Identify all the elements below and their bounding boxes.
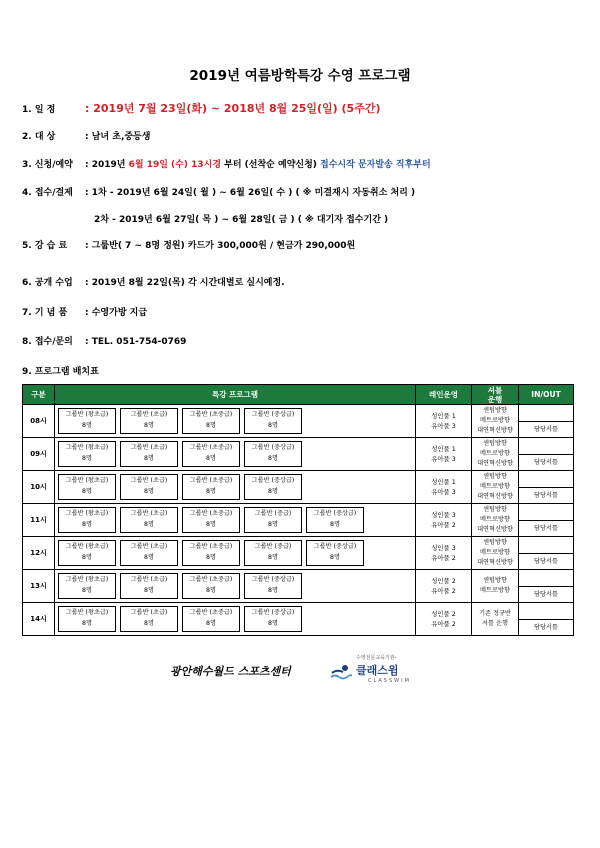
- group-name: 그룹반 (초중급): [189, 576, 233, 583]
- group-capacity: 8명: [144, 488, 154, 495]
- group-class-box: [244, 573, 302, 599]
- group-class-box: [120, 606, 178, 632]
- item-label: 3. 신청/예약: [22, 160, 73, 170]
- bus-line: 대연혁신방향: [477, 460, 513, 467]
- lane-line: 유아풀 3: [431, 422, 456, 430]
- group-class-box: [244, 441, 302, 467]
- item-value: : 남녀 초,중등생: [85, 132, 151, 142]
- group-name: 그룹반 (왕초급): [65, 411, 109, 418]
- lane-cell: [416, 603, 472, 636]
- group-capacity: 8명: [82, 587, 92, 594]
- group-class-box: [244, 507, 302, 533]
- group-name: 그룹반 (중상급): [251, 609, 295, 616]
- program-cell: [55, 438, 416, 471]
- group-name: 그룹반 (중상급): [251, 576, 295, 583]
- io-label: 담당서틀: [534, 458, 558, 466]
- group-capacity: 8명: [268, 521, 278, 528]
- item-gift: [22, 305, 147, 318]
- group-class-box: [182, 507, 240, 533]
- group-class-box: [58, 573, 116, 599]
- group-class-box: [58, 474, 116, 500]
- bus-line: 센텀방향: [483, 440, 507, 447]
- lane-line: 성인풀 1: [431, 445, 456, 453]
- bus-cell: [472, 537, 519, 570]
- group-capacity: 8명: [206, 422, 216, 429]
- item-value: : 2019년 7월 23일(화) ~ 2018년 8월 25일(일) (5주간): [85, 102, 381, 115]
- item-pay1: [22, 185, 415, 198]
- group-class-box: [244, 606, 302, 632]
- group-class-box: [182, 540, 240, 566]
- lane-line: 유아풀 2: [431, 554, 456, 562]
- io-cell: [519, 438, 574, 471]
- item-period: [22, 100, 380, 116]
- lane-line: 성인풀 3: [431, 544, 456, 552]
- io-cell: [519, 504, 574, 537]
- item-value: 2차 - 2019년 6월 27일( 목 ) ~ 6월 28일( 금 ) ( ※ 대기자 접수기간 ): [94, 215, 389, 225]
- group-name: 그룹반 (초급): [130, 543, 168, 550]
- bus-line: 기존 정규반: [479, 610, 511, 617]
- bus-line: 대연혁신방향: [477, 526, 513, 533]
- group-name: 그룹반 (왕초급): [65, 576, 109, 583]
- item-value: : TEL. 051-754-0769: [85, 337, 187, 347]
- time-cell: 13시: [23, 570, 55, 603]
- header-program: 특강 프로그램: [55, 385, 416, 405]
- bus-line: 대연혁신방향: [477, 559, 513, 566]
- bus-line: 센텀방향: [483, 407, 507, 414]
- io-cell: [519, 570, 574, 603]
- lane-cell: [416, 405, 472, 438]
- group-capacity: 8명: [268, 488, 278, 495]
- group-name: 그룹반 (초중급): [189, 543, 233, 550]
- io-label: 담당서틀: [534, 590, 558, 598]
- group-name: 그룹반 (왕초급): [65, 444, 109, 451]
- io-cell: [519, 537, 574, 570]
- io-blank: [519, 406, 573, 422]
- group-capacity: 8명: [82, 455, 92, 462]
- time-cell: 09시: [23, 438, 55, 471]
- group-capacity: 8명: [82, 488, 92, 495]
- group-class-box: [58, 606, 116, 632]
- group-name: 그룹반 (중상급): [251, 411, 295, 418]
- group-name: 그룹반 (초급): [130, 576, 168, 583]
- lane-line: 성인풀 1: [431, 478, 456, 486]
- logo-tagline: 수영전문교육기관-: [356, 655, 397, 661]
- apply-part: : 2019년: [85, 160, 129, 170]
- program-cell: [55, 537, 416, 570]
- group-class-box: [58, 441, 116, 467]
- item-label: 6. 공개 수업: [22, 278, 73, 288]
- group-name: 그룹반 (초급): [130, 444, 168, 451]
- group-name: 그룹반 (중상급): [251, 444, 295, 451]
- group-name: 그룹반 (중상급): [313, 543, 357, 550]
- io-blank: [519, 505, 573, 521]
- program-cell: [55, 471, 416, 504]
- bus-cell: [472, 471, 519, 504]
- group-capacity: 8명: [144, 587, 154, 594]
- lane-cell: [416, 438, 472, 471]
- bus-line: 대연혁신방향: [477, 427, 513, 434]
- schedule-table: [22, 384, 574, 636]
- group-capacity: 8명: [82, 521, 92, 528]
- group-name: 그룹반 (중급): [254, 510, 292, 517]
- group-capacity: 8명: [144, 455, 154, 462]
- group-class-box: [182, 474, 240, 500]
- bus-cell: [472, 405, 519, 438]
- group-class-box: [306, 507, 364, 533]
- group-class-box: [182, 441, 240, 467]
- group-class-box: [120, 408, 178, 434]
- group-capacity: 8명: [206, 620, 216, 627]
- schedule-body: [23, 405, 574, 636]
- bus-cell: [472, 570, 519, 603]
- group-capacity: 8명: [206, 521, 216, 528]
- group-capacity: 8명: [268, 554, 278, 561]
- group-capacity: 8명: [82, 554, 92, 561]
- lane-cell: [416, 471, 472, 504]
- lane-line: 유아풀 3: [431, 488, 456, 496]
- io-label: 담당서틀: [534, 557, 558, 565]
- group-name: 그룹반 (왕초급): [65, 543, 109, 550]
- io-label: 담당서틀: [534, 623, 558, 631]
- bus-line: 센텀방향: [483, 577, 507, 584]
- lane-line: 유아풀 2: [431, 521, 456, 529]
- bus-line: 셔틀 운행: [482, 620, 508, 627]
- time-cell: 10시: [23, 471, 55, 504]
- time-cell: 11시: [23, 504, 55, 537]
- lane-line: 유아풀 3: [431, 455, 456, 463]
- page-title: 2019년 여름방학특강 수영 프로그램: [189, 68, 411, 84]
- apply-part: 부터 (선착순 예약신청): [221, 160, 321, 170]
- table-header-row: [23, 385, 574, 405]
- lane-line: 성인풀 3: [431, 511, 456, 519]
- classwim-logo: [330, 654, 440, 688]
- item-label: 1. 일 정: [22, 105, 56, 115]
- group-name: 그룹반 (왕초급): [65, 609, 109, 616]
- group-capacity: 8명: [144, 422, 154, 429]
- bus-line: 메트로방향: [480, 450, 510, 457]
- bus-line: 메트로방향: [480, 483, 510, 490]
- io-label: 담당서틀: [534, 524, 558, 532]
- group-capacity: 8명: [330, 521, 340, 528]
- group-name: 그룹반 (초급): [130, 477, 168, 484]
- bus-line: 센텀방향: [483, 506, 507, 513]
- group-class-box: [120, 573, 178, 599]
- io-blank: [519, 439, 573, 455]
- item-value: : 2019년 8월 22일(목) 각 시간대별로 실시예정.: [85, 278, 285, 288]
- group-capacity: 8명: [268, 587, 278, 594]
- bus-line: 메트로방향: [480, 549, 510, 556]
- item-value: : 1차 - 2019년 6월 24일( 월 ) ~ 6월 26일( 수 ) ( ※ 미결재시 자동취소 처리 ): [85, 188, 416, 198]
- group-name: 그룹반 (초급): [130, 510, 168, 517]
- item-value: : 수영가방 지급: [85, 308, 148, 318]
- group-capacity: 8명: [268, 620, 278, 627]
- lane-cell: [416, 537, 472, 570]
- bus-line: 메트로방향: [480, 417, 510, 424]
- group-class-box: [120, 507, 178, 533]
- group-name: 그룹반 (왕초급): [65, 477, 109, 484]
- header-bus: 셔틀 운행: [472, 385, 519, 405]
- group-name: 그룹반 (초중급): [189, 477, 233, 484]
- group-capacity: 8명: [82, 422, 92, 429]
- group-capacity: 8명: [144, 521, 154, 528]
- group-class-box: [120, 474, 178, 500]
- lane-line: 성인풀 1: [431, 412, 456, 420]
- io-cell: [519, 603, 574, 636]
- group-name: 그룹반 (초중급): [189, 444, 233, 451]
- table-row: [23, 438, 574, 471]
- group-capacity: 8명: [206, 455, 216, 462]
- io-blank: [519, 472, 573, 488]
- group-name: 그룹반 (왕초급): [65, 510, 109, 517]
- item-fee: [22, 238, 355, 251]
- lane-cell: [416, 504, 472, 537]
- time-cell: 14시: [23, 603, 55, 636]
- program-cell: [55, 603, 416, 636]
- item-label: 9. 프로그램 배치표: [22, 367, 99, 377]
- group-class-box: [58, 540, 116, 566]
- table-row: [23, 471, 574, 504]
- item-value: : 그룹반( 7 ~ 8명 정원) 카드가 300,000원 / 현금가 290,000원: [85, 241, 356, 251]
- group-capacity: 8명: [144, 554, 154, 561]
- group-name: 그룹반 (초중급): [189, 609, 233, 616]
- io-blank: [519, 604, 573, 620]
- group-class-box: [244, 474, 302, 500]
- group-capacity: 8명: [330, 554, 340, 561]
- header-lane: 레인운영: [416, 385, 472, 405]
- time-cell: 08시: [23, 405, 55, 438]
- group-name: 그룹반 (초중급): [189, 411, 233, 418]
- bus-line: 센텀방향: [483, 473, 507, 480]
- swimmer-icon: [330, 663, 352, 681]
- header-io: IN/OUT: [519, 385, 574, 405]
- lane-line: 유아풀 2: [431, 620, 456, 628]
- group-capacity: 8명: [268, 422, 278, 429]
- group-class-box: [120, 441, 178, 467]
- item-pay2: [94, 212, 388, 225]
- item-label: 4. 접수/결제: [22, 188, 73, 198]
- item-label: 2. 대 상: [22, 132, 56, 142]
- program-cell: [55, 504, 416, 537]
- group-name: 그룹반 (초중급): [189, 510, 233, 517]
- apply-note: 접수시작 문자발송 직후부터: [320, 160, 431, 170]
- io-cell: [519, 405, 574, 438]
- logo-name: 클래스윔: [356, 664, 399, 677]
- group-capacity: 8명: [268, 455, 278, 462]
- bus-line: 대연혁신방향: [477, 493, 513, 500]
- header-time: 구분: [23, 385, 55, 405]
- group-name: 그룹반 (초급): [130, 411, 168, 418]
- group-name: 그룹반 (중상급): [251, 477, 295, 484]
- io-blank: [519, 571, 573, 587]
- lane-cell: [416, 570, 472, 603]
- item-label: 8. 접수/문의: [22, 337, 73, 347]
- group-class-box: [120, 540, 178, 566]
- lane-line: 성인풀 2: [431, 577, 456, 585]
- item-label: 5. 강 습 료: [22, 241, 68, 251]
- group-name: 그룹반 (초급): [130, 609, 168, 616]
- table-row: [23, 537, 574, 570]
- group-capacity: 8명: [82, 620, 92, 627]
- item-layout: [22, 364, 99, 377]
- lane-line: 유아풀 2: [431, 587, 456, 595]
- group-capacity: 8명: [144, 620, 154, 627]
- io-blank: [519, 538, 573, 554]
- table-row: [23, 570, 574, 603]
- group-class-box: [58, 507, 116, 533]
- center-name: 광안해수월드 스포츠센터: [170, 665, 291, 678]
- group-class-box: [306, 540, 364, 566]
- table-row: [23, 504, 574, 537]
- bus-cell: [472, 603, 519, 636]
- group-capacity: 8명: [206, 554, 216, 561]
- group-capacity: 8명: [206, 587, 216, 594]
- bus-cell: [472, 438, 519, 471]
- item-contact: [22, 334, 186, 347]
- group-class-box: [58, 408, 116, 434]
- lane-line: 성인풀 2: [431, 610, 456, 618]
- group-capacity: 8명: [206, 488, 216, 495]
- apply-date: 6월 19일 (수) 13시경: [128, 160, 222, 170]
- group-class-box: [244, 408, 302, 434]
- group-class-box: [182, 606, 240, 632]
- item-apply: [22, 157, 431, 170]
- table-row: [23, 603, 574, 636]
- bus-cell: [472, 504, 519, 537]
- program-cell: [55, 570, 416, 603]
- item-label: 7. 기 념 품: [22, 308, 68, 318]
- program-cell: [55, 405, 416, 438]
- bus-line: 메트로방향: [480, 516, 510, 523]
- group-class-box: [182, 573, 240, 599]
- table-row: [23, 405, 574, 438]
- io-label: 담당서틀: [534, 491, 558, 499]
- logo-english: CLASSWIM: [368, 678, 411, 684]
- time-cell: 12시: [23, 537, 55, 570]
- group-class-box: [244, 540, 302, 566]
- group-class-box: [182, 408, 240, 434]
- group-name: 그룹반 (중상급): [313, 510, 357, 517]
- io-cell: [519, 471, 574, 504]
- io-label: 담당서틀: [534, 425, 558, 433]
- group-name: 그룹반 (중급): [254, 543, 292, 550]
- bus-line: 메트로방향: [480, 587, 510, 594]
- item-open: [22, 275, 285, 288]
- bus-line: 센텀방향: [483, 539, 507, 546]
- item-target: [22, 129, 150, 142]
